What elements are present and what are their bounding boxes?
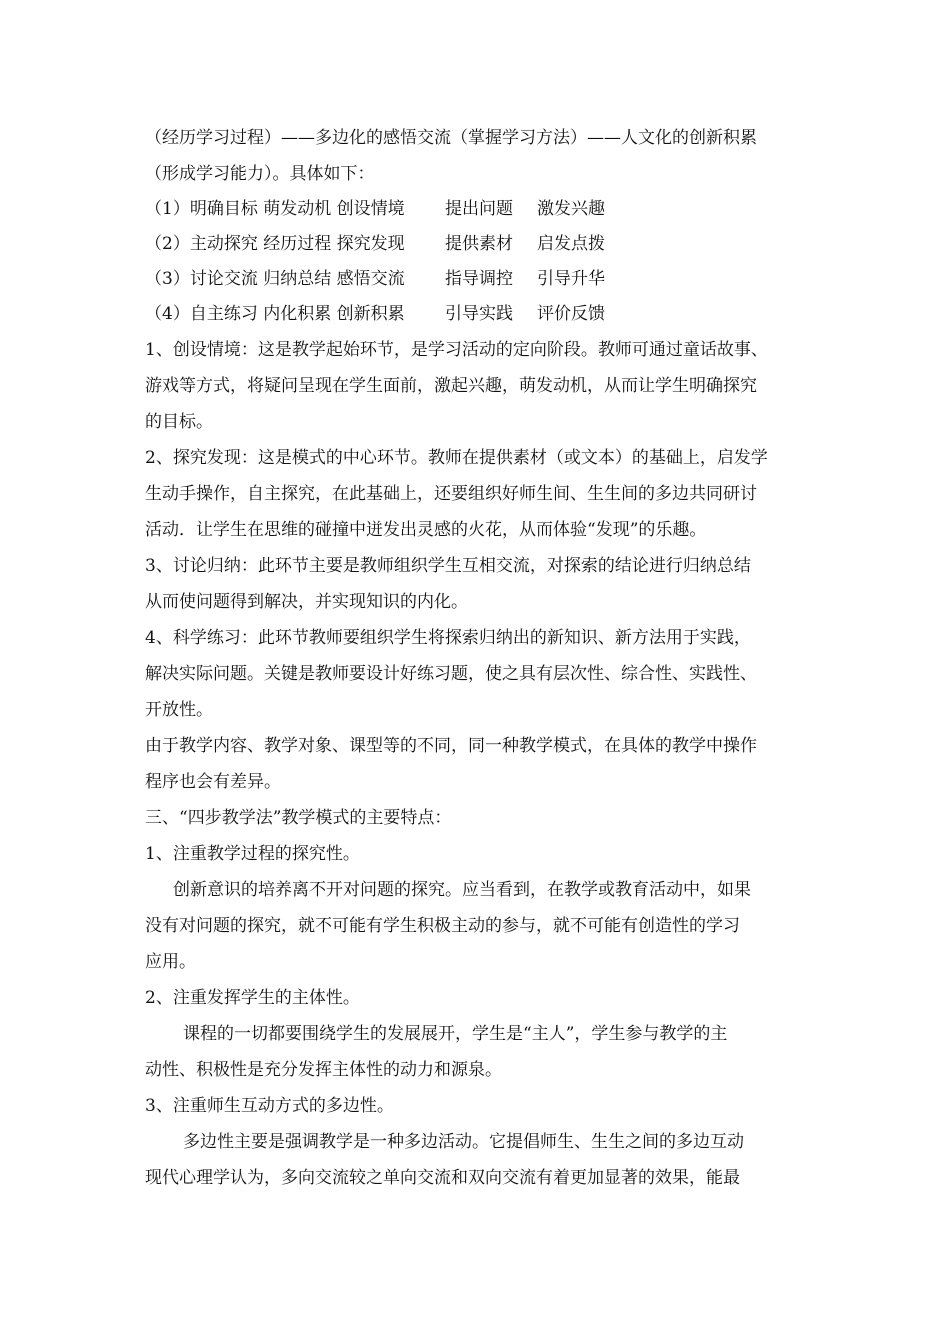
paragraph-line: 由于教学内容、教学对象、课型等的不同，同一种教学模式，在具体的教学中操作 — [145, 736, 757, 756]
feature-title: 3、注重师生互动方式的多边性。 — [145, 1096, 394, 1116]
feature-title: 1、注重教学过程的探究性。 — [145, 844, 360, 864]
step-main: （3）讨论交流 归纳总结 感悟交流 — [145, 269, 405, 289]
paragraph-line: 1、创设情境：这是教学起始环节，是学习活动的定向阶段。教师可通过童话故事、 — [145, 340, 768, 360]
paragraph-line: 游戏等方式，将疑问呈现在学生面前，激起兴趣，萌发动机，从而让学生明确探究 — [145, 376, 757, 396]
paragraph-line: 没有对问题的探究，就不可能有学生积极主动的参与，就不可能有创造性的学习 — [145, 916, 740, 936]
section-heading: 三、“四步教学法”教学模式的主要特点： — [145, 808, 452, 828]
step-teacher-action: 指导调控 — [445, 269, 513, 289]
intro-line-1: （经历学习过程）——多边化的感悟交流（掌握学习方法）——人文化的创新积累 — [145, 128, 757, 148]
paragraph-line: 多边性主要是强调教学是一种多边活动。它提倡师生、生生之间的多边互动 — [183, 1132, 744, 1152]
paragraph-line: 动性、积极性是充分发挥主体性的动力和源泉。 — [145, 1060, 502, 1080]
paragraph-line: 现代心理学认为，多向交流较之单向交流和双向交流有着更加显著的效果，能最 — [145, 1168, 740, 1188]
step-teacher-goal: 启发点拨 — [537, 234, 605, 254]
step-main: （2）主动探究 经历过程 探究发现 — [145, 234, 405, 254]
step-row — [145, 232, 605, 256]
step-teacher-goal: 评价反馈 — [537, 304, 605, 324]
step-main: （4）自主练习 内化积累 创新积累 — [145, 304, 405, 324]
paragraph-line: 创新意识的培养离不开对问题的探究。应当看到，在教学或教育活动中，如果 — [173, 880, 751, 900]
paragraph-line: 生动手操作，自主探究，在此基础上，还要组织好师生间、生生间的多边共同研讨 — [145, 484, 757, 504]
paragraph-line: 开放性。 — [145, 700, 213, 720]
step-row — [145, 197, 605, 221]
intro-line-2: （形成学习能力）。具体如下： — [145, 164, 375, 184]
paragraph-line: 3、讨论归纳：此环节主要是教师组织学生互相交流，对探索的结论进行归纳总结 — [145, 556, 751, 576]
step-teacher-action: 引导实践 — [445, 304, 513, 324]
paragraph-line: 4、科学练习：此环节教师要组织学生将探索归纳出的新知识、新方法用于实践， — [145, 628, 751, 648]
paragraph-line: 程序也会有差异。 — [145, 772, 281, 792]
step-teacher-action: 提出问题 — [445, 199, 513, 219]
step-row — [145, 302, 605, 326]
step-row — [145, 267, 605, 291]
paragraph-line: 的目标。 — [145, 412, 213, 432]
paragraph-line: 活动．让学生在思维的碰撞中迸发出灵感的火花，从而体验“发现”的乐趣。 — [145, 520, 707, 540]
paragraph-line: 从而使问题得到解决，并实现知识的内化。 — [145, 592, 468, 612]
feature-title: 2、注重发挥学生的主体性。 — [145, 988, 360, 1008]
paragraph-line: 应用。 — [145, 952, 196, 972]
paragraph-line: 课程的一切都要围绕学生的发展展开，学生是“主人”，学生参与教学的主 — [183, 1024, 728, 1044]
paragraph-line: 2、探究发现：这是模式的中心环节。教师在提供素材（或文本）的基础上，启发学 — [145, 448, 768, 468]
step-teacher-action: 提供素材 — [445, 234, 513, 254]
step-main: （1）明确目标 萌发动机 创设情境 — [145, 199, 405, 219]
step-teacher-goal: 引导升华 — [537, 269, 605, 289]
step-teacher-goal: 激发兴趣 — [537, 199, 605, 219]
paragraph-line: 解决实际问题。关键是教师要设计好练习题，使之具有层次性、综合性、实践性、 — [145, 664, 757, 684]
